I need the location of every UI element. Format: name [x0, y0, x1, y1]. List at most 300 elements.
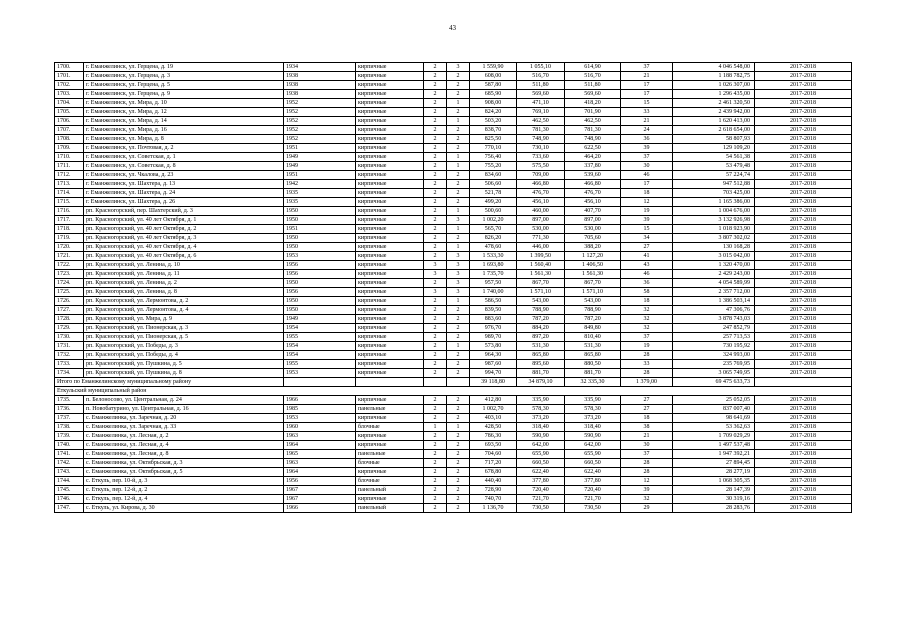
floors-cell: 2	[424, 216, 447, 225]
repair-cost-cell: 53 362,63	[673, 423, 755, 432]
year-built-cell: 1954	[284, 351, 356, 360]
premises-area-cell: 456,10	[517, 198, 565, 207]
row-number-cell: 1720.	[55, 243, 84, 252]
total-area-cell: 478,60	[470, 243, 517, 252]
year-built-cell: 1950	[284, 279, 356, 288]
residential-area-cell: 748,90	[565, 135, 621, 144]
wall-material-cell: кирпичные	[356, 306, 424, 315]
residents-cell: 21	[621, 72, 673, 81]
row-number-cell: 1747.	[55, 504, 84, 513]
year-built-cell: 1960	[284, 423, 356, 432]
table-row	[55, 342, 852, 351]
entrances-cell: 1	[447, 162, 470, 171]
floors-cell: 2	[424, 441, 447, 450]
wall-material-cell: панельные	[356, 405, 424, 414]
residential-area-cell: 464,20	[565, 153, 621, 162]
repair-period-cell: 2017-2018	[755, 198, 852, 207]
year-built-cell: 1964	[284, 441, 356, 450]
year-built-cell: 1952	[284, 108, 356, 117]
table-row	[55, 144, 852, 153]
residential-area-cell: 881,70	[565, 369, 621, 378]
wall-material-cell: кирпичные	[356, 468, 424, 477]
residents-cell: 18	[621, 297, 673, 306]
year-built-cell: 1935	[284, 198, 356, 207]
row-number-cell: 1700.	[55, 63, 84, 72]
residential-area-cell: 614,90	[565, 63, 621, 72]
total-area-cell: 412,80	[470, 396, 517, 405]
floors-cell: 2	[424, 99, 447, 108]
floors-cell: 2	[424, 279, 447, 288]
table-row	[55, 297, 852, 306]
table-row	[55, 117, 852, 126]
residential-area-cell: 721,70	[565, 495, 621, 504]
residential-area-cell: 335,90	[565, 396, 621, 405]
premises-area-cell: 531,30	[517, 342, 565, 351]
wall-material-cell: кирпичные	[356, 171, 424, 180]
entrances-cell: 2	[447, 180, 470, 189]
floors-cell: 2	[424, 189, 447, 198]
wall-material-cell: кирпичные	[356, 288, 424, 297]
repair-cost-cell: 53 479,48	[673, 162, 755, 171]
wall-material-cell: кирпичные	[356, 243, 424, 252]
address-cell: рп. Красногорский, ул. Пушкина, д. 5	[84, 360, 284, 369]
year-built-cell: 1963	[284, 459, 356, 468]
floors-cell: 2	[424, 396, 447, 405]
residential-area-cell: 849,80	[565, 324, 621, 333]
table-row	[55, 360, 852, 369]
table-row	[55, 405, 852, 414]
repair-cost-cell: 324 993,00	[673, 351, 755, 360]
empty-cell	[424, 378, 447, 387]
floors-cell: 2	[424, 324, 447, 333]
wall-material-cell: кирпичные	[356, 216, 424, 225]
entrances-cell: 1	[447, 342, 470, 351]
row-number-cell: 1730.	[55, 333, 84, 342]
residents-cell: 58	[621, 288, 673, 297]
address-cell: рп. Красногорский, ул. 40 лет Октября, д. 1	[84, 216, 284, 225]
total-area-cell: 964,30	[470, 351, 517, 360]
premises-area-cell: 787,20	[517, 315, 565, 324]
repair-cost-cell: 57 224,74	[673, 171, 755, 180]
wall-material-cell: кирпичные	[356, 117, 424, 126]
residential-area-cell: 730,50	[565, 504, 621, 513]
residents-cell: 12	[621, 477, 673, 486]
year-built-cell: 1954	[284, 342, 356, 351]
year-built-cell: 1935	[284, 189, 356, 198]
repair-cost-cell: 1 320 470,00	[673, 261, 755, 270]
residential-area-cell: 788,90	[565, 306, 621, 315]
row-number-cell: 1724.	[55, 279, 84, 288]
floors-cell: 2	[424, 468, 447, 477]
address-cell: рп. Красногорский, ул. Ленина, д. 2	[84, 279, 284, 288]
floors-cell: 2	[424, 162, 447, 171]
total-area-cell: 1 735,70	[470, 270, 517, 279]
premises-area-cell: 460,00	[517, 207, 565, 216]
address-cell: рп. Красногорский, ул. Лермонтова, д. 2	[84, 297, 284, 306]
residential-area-cell: 1 561,30	[565, 270, 621, 279]
floors-cell: 2	[424, 450, 447, 459]
residential-area-cell: 418,20	[565, 99, 621, 108]
residents-cell: 39	[621, 486, 673, 495]
repair-period-cell: 2017-2018	[755, 234, 852, 243]
year-built-cell: 1938	[284, 90, 356, 99]
premises-area-cell: 865,80	[517, 351, 565, 360]
year-built-cell: 1952	[284, 126, 356, 135]
year-built-cell: 1950	[284, 297, 356, 306]
residents-cell: 15	[621, 99, 673, 108]
total-area-cell: 1 693,80	[470, 261, 517, 270]
entrances-cell: 2	[447, 81, 470, 90]
table-row	[55, 270, 852, 279]
residential-area-cell: 655,90	[565, 450, 621, 459]
year-built-cell: 1966	[284, 504, 356, 513]
entrances-cell: 2	[447, 234, 470, 243]
residential-area-cell: 476,70	[565, 189, 621, 198]
floors-cell: 2	[424, 207, 447, 216]
repair-period-cell: 2017-2018	[755, 477, 852, 486]
floors-cell: 2	[424, 108, 447, 117]
repair-cost-cell: 3 807 302,02	[673, 234, 755, 243]
premises-area-cell: 373,20	[517, 414, 565, 423]
repair-period-cell: 2017-2018	[755, 171, 852, 180]
row-number-cell: 1745.	[55, 486, 84, 495]
total-area-cell: 1 136,70	[470, 504, 517, 513]
entrances-cell: 1	[447, 243, 470, 252]
year-built-cell: 1938	[284, 81, 356, 90]
repair-cost-cell: 1 709 029,29	[673, 432, 755, 441]
year-built-cell: 1942	[284, 180, 356, 189]
table-body	[55, 63, 852, 513]
residents-cell: 37	[621, 63, 673, 72]
row-number-cell: 1710.	[55, 153, 84, 162]
residents-cell: 28	[621, 369, 673, 378]
residential-area-cell: 543,00	[565, 297, 621, 306]
entrances-cell: 2	[447, 333, 470, 342]
table-row	[55, 171, 852, 180]
row-number-cell: 1736.	[55, 405, 84, 414]
premises-area-cell: 569,60	[517, 90, 565, 99]
entrances-cell: 2	[447, 396, 470, 405]
repair-period-cell: 2017-2018	[755, 144, 852, 153]
address-cell: г. Еманжелинск, ул. Герцена, д. 19	[84, 63, 284, 72]
residents-cell: 19	[621, 342, 673, 351]
repair-period-cell: 2017-2018	[755, 63, 852, 72]
total-area-cell: 826,20	[470, 234, 517, 243]
total-area-cell: 987,60	[470, 360, 517, 369]
entrances-cell: 2	[447, 468, 470, 477]
address-cell: рп. Красногорский, ул. Пионерская, д. 5	[84, 333, 284, 342]
floors-cell: 2	[424, 153, 447, 162]
repair-cost-cell: 837 007,40	[673, 405, 755, 414]
repair-period-cell: 2017-2018	[755, 297, 852, 306]
row-number-cell: 1739.	[55, 432, 84, 441]
residents-cell: 29	[621, 504, 673, 513]
floors-cell: 2	[424, 225, 447, 234]
table-row	[55, 477, 852, 486]
floors-cell: 2	[424, 342, 447, 351]
wall-material-cell: кирпичные	[356, 342, 424, 351]
wall-material-cell: кирпичные	[356, 207, 424, 216]
row-number-cell: 1725.	[55, 288, 84, 297]
premises-area-cell: 781,30	[517, 126, 565, 135]
repair-cost-cell: 1 018 923,90	[673, 225, 755, 234]
residents-cell: 17	[621, 180, 673, 189]
total-area-cell: 1 533,30	[470, 252, 517, 261]
wall-material-cell: кирпичные	[356, 333, 424, 342]
row-number-cell: 1737.	[55, 414, 84, 423]
entrances-cell: 1	[447, 99, 470, 108]
premises-area-cell: 1 560,40	[517, 261, 565, 270]
total-area-cell: 834,60	[470, 171, 517, 180]
premises-area-cell: 622,40	[517, 468, 565, 477]
wall-material-cell: кирпичные	[356, 72, 424, 81]
row-number-cell: 1711.	[55, 162, 84, 171]
row-number-cell: 1733.	[55, 360, 84, 369]
table-row	[55, 63, 852, 72]
table-row	[55, 369, 852, 378]
entrances-cell: 1	[447, 153, 470, 162]
entrances-cell: 2	[447, 369, 470, 378]
wall-material-cell: кирпичные	[356, 315, 424, 324]
premises-area-cell: 881,70	[517, 369, 565, 378]
table-row	[55, 234, 852, 243]
row-number-cell: 1728.	[55, 315, 84, 324]
wall-material-cell: блочные	[356, 423, 424, 432]
table-row	[55, 162, 852, 171]
residential-area-cell: 590,90	[565, 432, 621, 441]
empty-cell	[284, 378, 356, 387]
row-number-cell: 1746.	[55, 495, 84, 504]
total-area-cell: 1 740,00	[470, 288, 517, 297]
wall-material-cell: кирпичные	[356, 225, 424, 234]
premises-area-cell: 476,70	[517, 189, 565, 198]
wall-material-cell: панельный	[356, 486, 424, 495]
repair-period-cell: 2017-2018	[755, 288, 852, 297]
empty-cell	[447, 378, 470, 387]
row-number-cell: 1702.	[55, 81, 84, 90]
residents-cell: 41	[621, 252, 673, 261]
year-built-cell: 1985	[284, 405, 356, 414]
table-row	[55, 459, 852, 468]
total-area-cell: 39 118,80	[470, 378, 517, 387]
repair-cost-cell: 25 052,05	[673, 396, 755, 405]
repair-period-cell: 2017-2018	[755, 351, 852, 360]
total-area-cell: 838,70	[470, 126, 517, 135]
premises-area-cell: 466,80	[517, 180, 565, 189]
year-built-cell: 1949	[284, 153, 356, 162]
floors-cell: 2	[424, 486, 447, 495]
floors-cell: 2	[424, 252, 447, 261]
wall-material-cell: кирпичные	[356, 180, 424, 189]
address-cell: рп. Красногорский, ул. Пионерская, д. 3	[84, 324, 284, 333]
table-row	[55, 198, 852, 207]
repair-period-cell: 2017-2018	[755, 306, 852, 315]
year-built-cell: 1966	[284, 396, 356, 405]
row-number-cell: 1718.	[55, 225, 84, 234]
address-cell: г. Еманжелинск, ул. Шахтера, д. 24	[84, 189, 284, 198]
repair-cost-cell: 947 512,88	[673, 180, 755, 189]
row-number-cell: 1734.	[55, 369, 84, 378]
row-number-cell: 1714.	[55, 189, 84, 198]
repair-period-cell: 2017-2018	[755, 504, 852, 513]
wall-material-cell: кирпичные	[356, 126, 424, 135]
repair-cost-cell: 1 026 307,00	[673, 81, 755, 90]
address-cell: рп. Красногорский, ул. 40 лет Октября, д. 4	[84, 243, 284, 252]
year-built-cell: 1949	[284, 162, 356, 171]
residents-cell: 37	[621, 333, 673, 342]
repair-period-cell: 2017-2018	[755, 180, 852, 189]
repair-cost-cell: 28 147,39	[673, 486, 755, 495]
table-row	[55, 315, 852, 324]
total-area-cell: 565,70	[470, 225, 517, 234]
year-built-cell: 1956	[284, 261, 356, 270]
residents-cell: 32	[621, 306, 673, 315]
residents-cell: 27	[621, 396, 673, 405]
total-area-cell: 500,60	[470, 207, 517, 216]
entrances-cell: 1	[447, 207, 470, 216]
repair-cost-cell: 730 195,92	[673, 342, 755, 351]
repair-cost-cell: 4 046 548,00	[673, 63, 755, 72]
table-row	[55, 72, 852, 81]
row-number-cell: 1723.	[55, 270, 84, 279]
repair-period-cell: 2017-2018	[755, 315, 852, 324]
residential-area-cell: 867,70	[565, 279, 621, 288]
repair-cost-cell: 1 165 386,00	[673, 198, 755, 207]
floors-cell: 2	[424, 351, 447, 360]
wall-material-cell: кирпичные	[356, 63, 424, 72]
year-built-cell: 1955	[284, 360, 356, 369]
wall-material-cell: кирпичные	[356, 324, 424, 333]
premises-area-cell: 897,20	[517, 333, 565, 342]
year-built-cell: 1956	[284, 477, 356, 486]
residential-area-cell: 897,00	[565, 216, 621, 225]
residential-area-cell: 810,40	[565, 333, 621, 342]
residents-cell: 32	[621, 495, 673, 504]
repair-period-cell: 2017-2018	[755, 432, 852, 441]
premises-area-cell: 590,90	[517, 432, 565, 441]
row-number-cell: 1717.	[55, 216, 84, 225]
year-built-cell: 1953	[284, 252, 356, 261]
empty-cell	[356, 378, 424, 387]
table-row	[55, 189, 852, 198]
premises-area-cell: 748,90	[517, 135, 565, 144]
wall-material-cell: панельные	[356, 450, 424, 459]
wall-material-cell: кирпичные	[356, 279, 424, 288]
residential-area-cell: 660,50	[565, 459, 621, 468]
row-number-cell: 1706.	[55, 117, 84, 126]
address-cell: рп. Красногорский, ул. Победы, д. 3	[84, 342, 284, 351]
premises-area-cell: 377,80	[517, 477, 565, 486]
entrances-cell: 2	[447, 126, 470, 135]
table-row	[55, 153, 852, 162]
repair-cost-cell: 703 425,00	[673, 189, 755, 198]
wall-material-cell: кирпичные	[356, 414, 424, 423]
wall-material-cell: панельный	[356, 504, 424, 513]
residents-cell: 32	[621, 315, 673, 324]
total-label-cell: Итого по Еманжелинскому муниципальному району	[55, 378, 284, 387]
entrances-cell: 2	[447, 171, 470, 180]
repair-cost-cell: 2 357 712,00	[673, 288, 755, 297]
entrances-cell: 1	[447, 423, 470, 432]
residential-area-cell: 1 127,20	[565, 252, 621, 261]
year-built-cell: 1952	[284, 135, 356, 144]
total-area-cell: 717,20	[470, 459, 517, 468]
address-cell: г. Еманжелинск, ул. Советская, д. 1	[84, 153, 284, 162]
total-area-cell: 499,20	[470, 198, 517, 207]
repair-cost-cell: 27 894,45	[673, 459, 755, 468]
residents-cell: 36	[621, 135, 673, 144]
residential-area-cell: 1 406,50	[565, 261, 621, 270]
address-cell: с. Еманжелинка, ул. Лесная, д. 4	[84, 441, 284, 450]
address-cell: с. Еманжелинка, ул. Лесная, д. 8	[84, 450, 284, 459]
year-built-cell: 1952	[284, 117, 356, 126]
repair-cost-cell: 2 461 320,50	[673, 99, 755, 108]
entrances-cell: 2	[447, 432, 470, 441]
total-residents-cell: 1 379,00	[621, 378, 673, 387]
premises-area-cell: 660,50	[517, 459, 565, 468]
total-area-cell: 770,10	[470, 144, 517, 153]
table-row	[55, 81, 852, 90]
wall-material-cell: кирпичные	[356, 162, 424, 171]
wall-material-cell: кирпичные	[356, 351, 424, 360]
wall-material-cell: кирпичные	[356, 432, 424, 441]
row-number-cell: 1743.	[55, 468, 84, 477]
residential-area-cell: 1 571,10	[565, 288, 621, 297]
year-built-cell: 1963	[284, 432, 356, 441]
floors-cell: 2	[424, 135, 447, 144]
premises-area-cell: 1 399,50	[517, 252, 565, 261]
total-area-cell: 786,30	[470, 432, 517, 441]
address-cell: г. Еманжелинск, ул. Герцена, д. 5	[84, 81, 284, 90]
entrances-cell: 2	[447, 495, 470, 504]
wall-material-cell: кирпичные	[356, 153, 424, 162]
entrances-cell: 3	[447, 279, 470, 288]
residential-area-cell: 865,80	[565, 351, 621, 360]
row-number-cell: 1742.	[55, 459, 84, 468]
premises-area-cell: 575,50	[517, 162, 565, 171]
repair-period-cell: 2017-2018	[755, 126, 852, 135]
floors-cell: 2	[424, 315, 447, 324]
address-cell: г. Еманжелинск, ул. Почтовая, д. 2	[84, 144, 284, 153]
repair-cost-cell: 54 561,38	[673, 153, 755, 162]
repair-cost-cell: 257 713,53	[673, 333, 755, 342]
total-area-cell: 586,50	[470, 297, 517, 306]
row-number-cell: 1707.	[55, 126, 84, 135]
housing-registry-table	[54, 62, 852, 513]
residential-area-cell: 531,30	[565, 342, 621, 351]
residential-area-cell: 456,10	[565, 198, 621, 207]
total-area-cell: 503,20	[470, 117, 517, 126]
address-cell: рп. Красногорский, пер. Шахтерский, д. 3	[84, 207, 284, 216]
entrances-cell: 2	[447, 441, 470, 450]
repair-period-cell: 2017-2018	[755, 468, 852, 477]
table-row	[55, 351, 852, 360]
residential-area-cell: 569,60	[565, 90, 621, 99]
premises-area-cell: 530,00	[517, 225, 565, 234]
entrances-cell: 3	[447, 63, 470, 72]
entrances-cell: 2	[447, 315, 470, 324]
residential-area-cell: 530,00	[565, 225, 621, 234]
total-area-cell: 704,60	[470, 450, 517, 459]
total-area-cell: 1 002,20	[470, 216, 517, 225]
table-row	[55, 441, 852, 450]
address-cell: г. Еманжелинск, ул. Мира, д. 16	[84, 126, 284, 135]
floors-cell: 2	[424, 477, 447, 486]
repair-period-cell: 2017-2018	[755, 414, 852, 423]
entrances-cell: 3	[447, 270, 470, 279]
address-cell: с. Еткуль, пер. 12-й, д. 4	[84, 495, 284, 504]
year-built-cell: 1950	[284, 216, 356, 225]
